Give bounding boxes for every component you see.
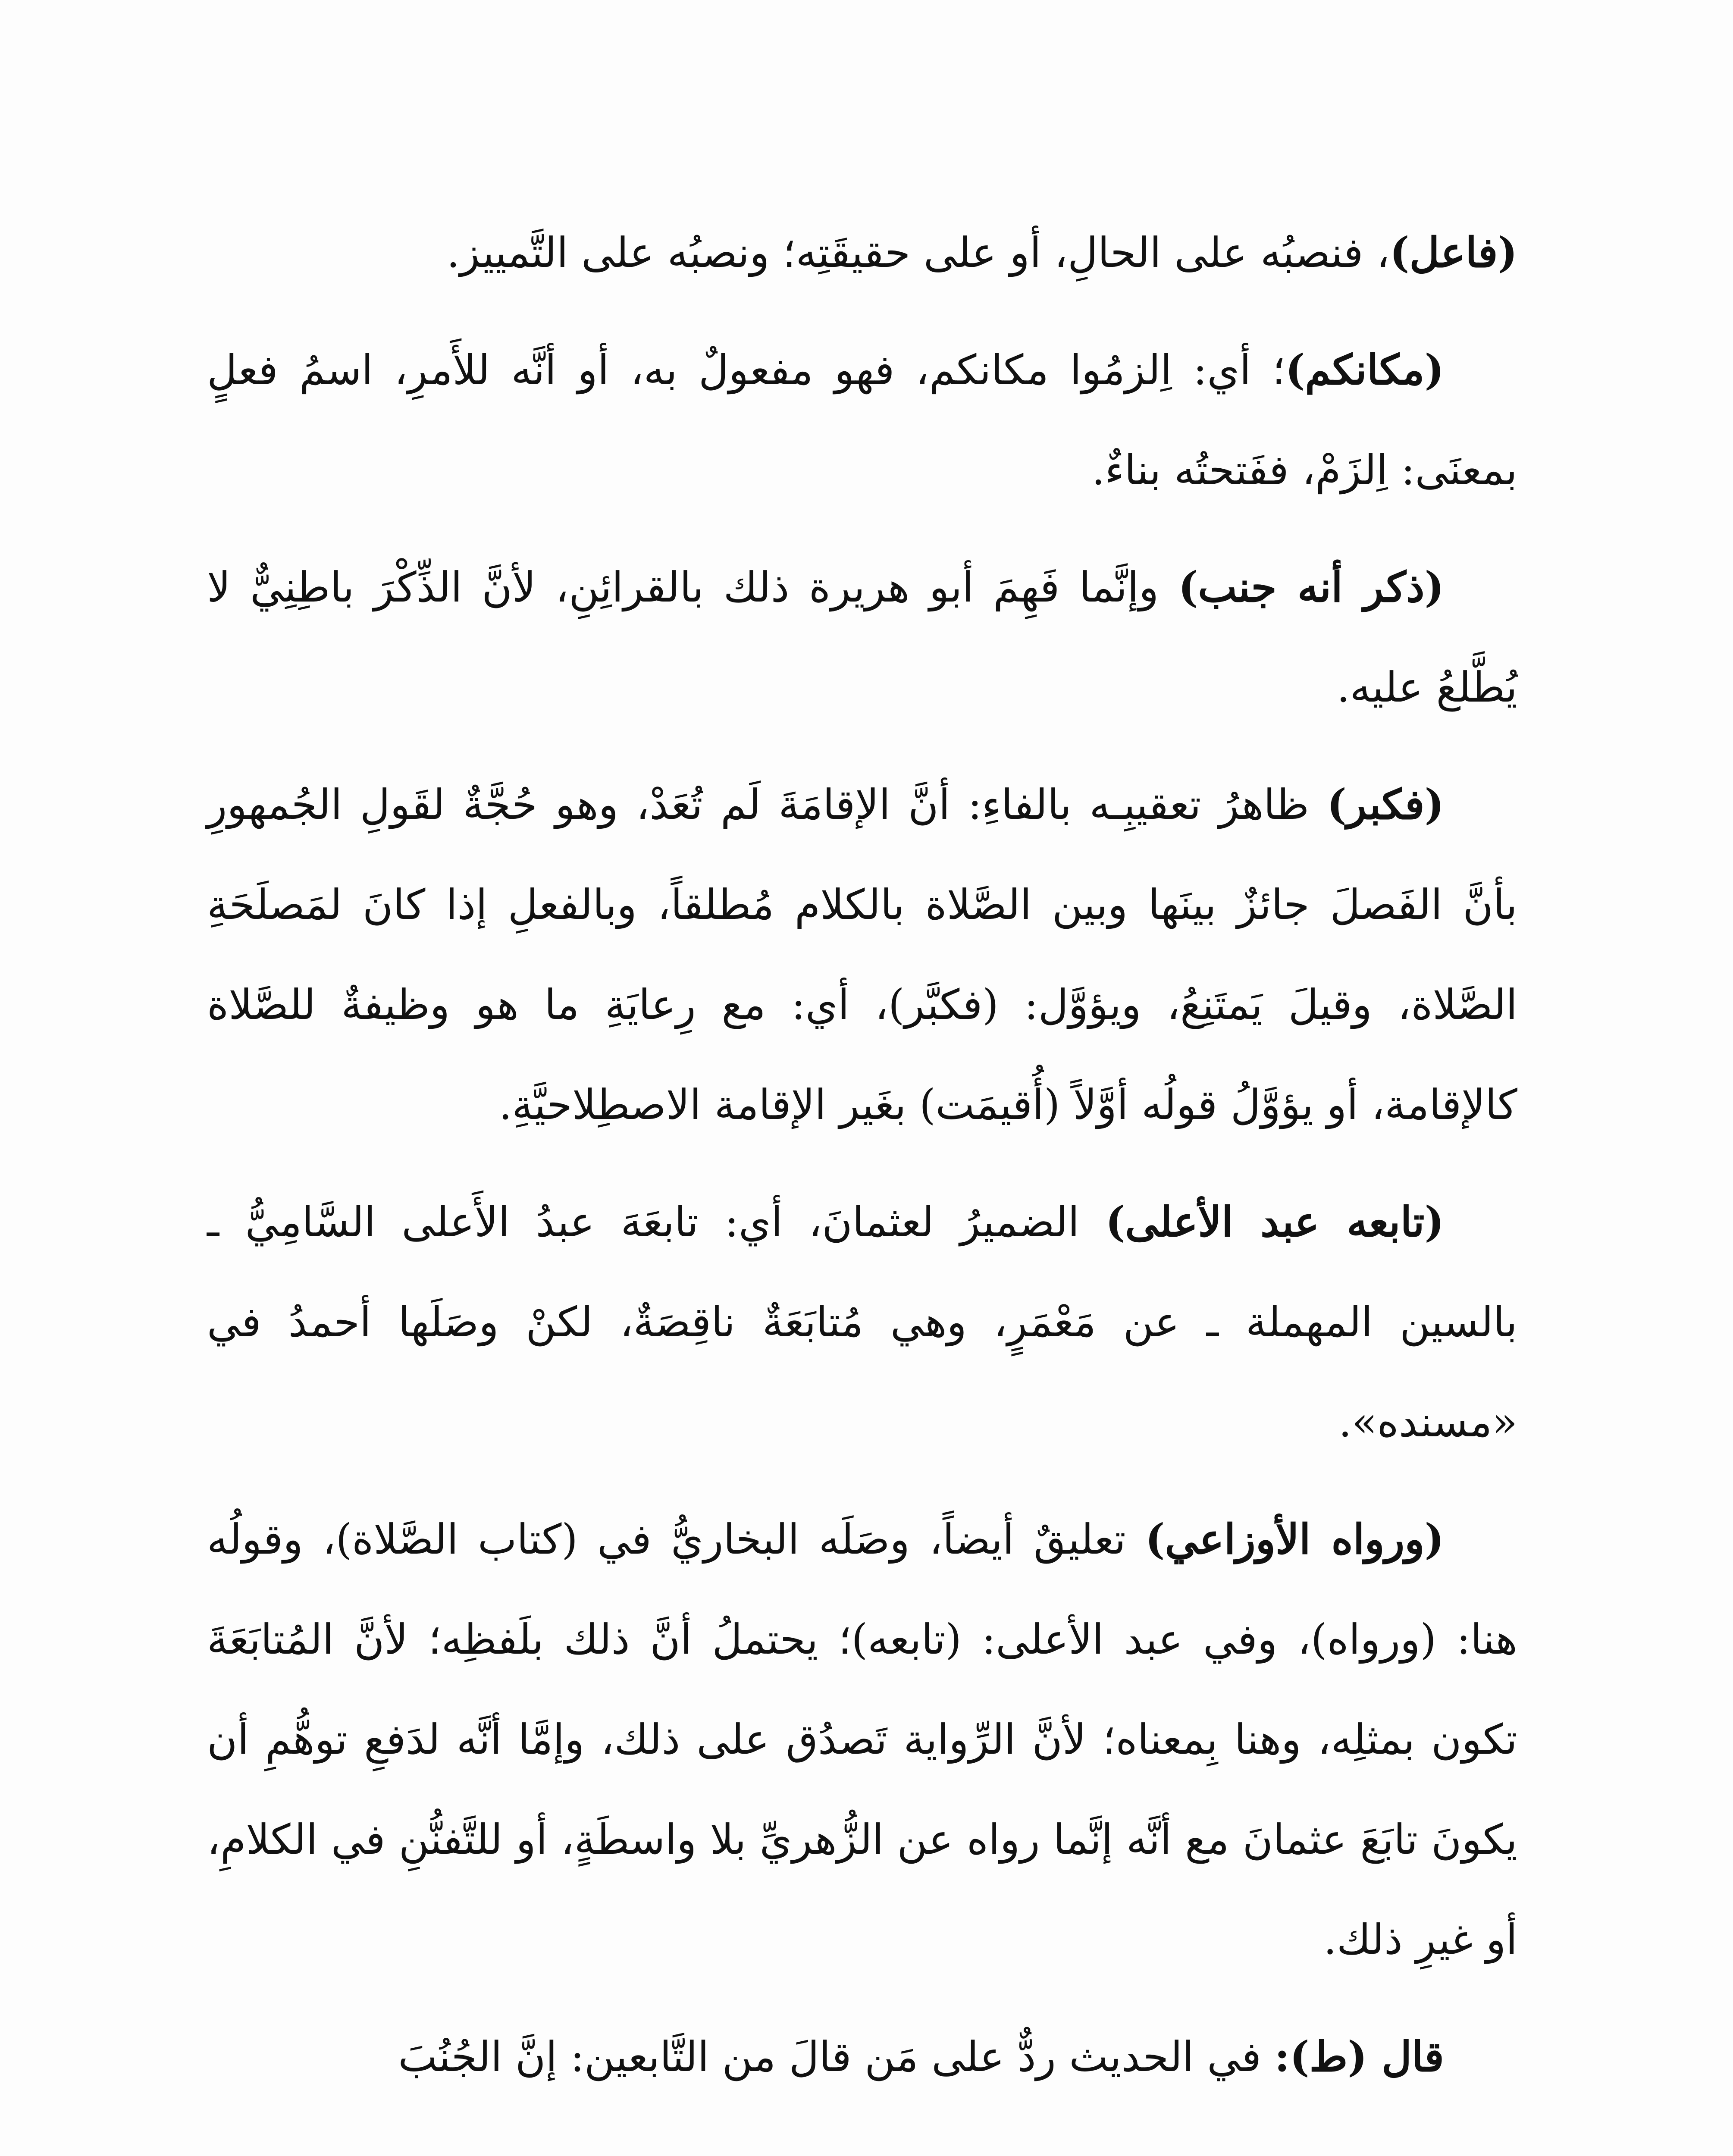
- paragraph-lead-term: (فكبر): [1327, 780, 1445, 829]
- paragraph-makanakum: [207, 320, 1517, 520]
- paragraph-lead-term: قال (ط):: [1274, 2032, 1444, 2081]
- paragraph-qala-ta: [207, 2007, 1517, 2107]
- paragraph-lead-term: (مكانكم): [1285, 345, 1444, 394]
- paragraph-body: ، فنصبُه على الحالِ، أو على حقيقَتِه؛ ونصبُه على التَّمييز.: [446, 229, 1390, 277]
- paragraph-body: الضميرُ لعثمانَ، أي: تابعَهَ عبدُ الأَعلى السَّامِيُّ ـ بالسين المهملة ـ عن مَعْمَرٍ، وهي مُتابَعَةٌ ناقِصَةٌ، لكنْ وصَلَها أحمدُ في «مسنده».: [207, 1198, 1517, 1446]
- paragraph-body: تعليقٌ أيضاً، وصَلَه البخاريُّ في (كتاب الصَّلاة)، وقولُه هنا: (ورواه)، وفي عبد الأعلى: (تابعه)؛ يحتملُ أنَّ ذلك بلَفظِه؛ لأنَّ المُتابَعَةَ تكون بمثلِه، وهنا بِمعناه؛ لأنَّ الرِّواية تَصدُق على ذلك، وإمَّا أنَّه لدَفعِ توهُّمِ أن يكونَ تابَعَ عثمانَ مع أنَّه إنَّما رواه عن الزُّهريِّ بلا واسطَةٍ، أو للتَّفنُّنِ في الكلامِ، أو غيرِ ذلك.: [207, 1515, 1517, 1964]
- paragraph-dhakara-annahu-junub: [207, 537, 1517, 737]
- paragraph-body: ؛ أي: اِلزمُوا مكانكم، فهو مفعولٌ به، أو أنَّه للأَمرِ، اسمُ فعلٍ بمعنَى: اِلزَمْ، ففَتحتُه بناءٌ.: [207, 346, 1517, 494]
- paragraph-tabaahu-abd-al-ala: [207, 1172, 1517, 1472]
- paragraph-wa-rawahu-al-awzai: [207, 1489, 1517, 1990]
- commentary-text-block: [207, 203, 1517, 2124]
- paragraph-lead-term: (ورواه الأوزاعي): [1145, 1515, 1445, 1564]
- paragraph-body: وإنَّما فَهِمَ أبو هريرة ذلك بالقرائِنِ، لأنَّ الذِّكْرَ باطِنِيٌّ لا يُطَّلعُ عليه.: [207, 563, 1517, 711]
- paragraph-lead-term: (فاعل): [1390, 228, 1517, 277]
- paragraph-faal: [207, 203, 1517, 303]
- paragraph-body: في الحديث ردٌّ على مَن قالَ من التَّابعين: إنَّ الجُنُبَ: [398, 2033, 1275, 2081]
- paragraph-lead-term: (تابعه عبد الأعلى): [1105, 1197, 1445, 1246]
- paragraph-body: ظاهرُ تعقيبِـه بالفاءِ: أنَّ الإقامَةَ لَم تُعَدْ، وهو حُجَّةٌ لقَولِ الجُمهورِ بأنَّ الفَصلَ جائزٌ بينَها وبين الصَّلاة بالكلام مُطلقاً، وبالفعلِ إذا كانَ لمَصلَحَةِ الصَّلاة، وقيلَ يَمتَنِعُ، ويؤوَّل: (فكبَّر)، أي: مع رِعايَةِ ما هو وظيفةٌ للصَّلاة كالإقامة، أو يؤوَّلُ قولُه أوَّلاً (أُقيمَت) بغَير الإقامة الاصطِلاحيَّةِ.: [207, 780, 1517, 1129]
- paragraph-lead-term: (ذكر أنه جنب): [1178, 563, 1445, 611]
- paragraph-fakabbara: [207, 755, 1517, 1155]
